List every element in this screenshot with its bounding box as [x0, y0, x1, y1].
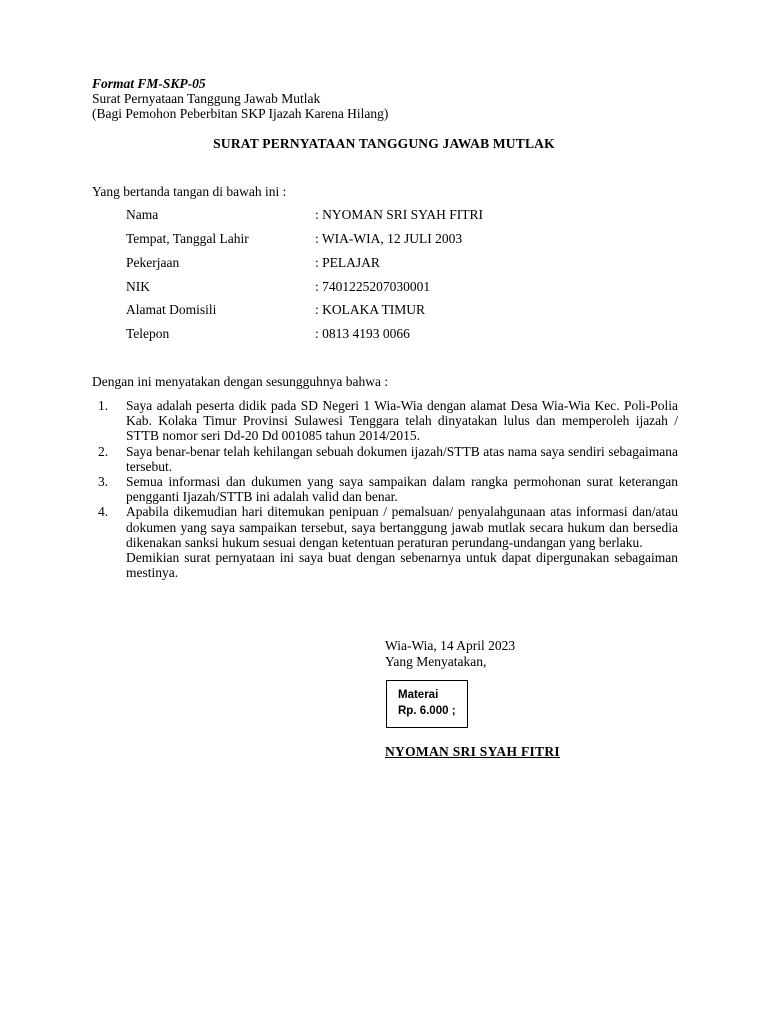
list-text: Apabila dikemudian hari ditemukan penipuan / pemalsuan/ penyalahgunaan atas informasi dan/atau dokumen yang saya sampaikan tersebut, saya bertanggung jawab mutlak secara hukum dan bersedia dikenakan sanksi hukum sesuai dengan ketentuan peraturan perundang-undangan yang berlaku.: [126, 504, 678, 550]
field-label: Pekerjaan: [126, 255, 180, 270]
statement-intro: Dengan ini menyatakan dengan sesungguhnya bahwa :: [92, 374, 389, 389]
materai-stamp-box: [386, 680, 468, 728]
signature-place-date: Wia-Wia, 14 April 2023: [385, 638, 516, 653]
list-item: [92, 504, 678, 550]
signature-role: Yang Menyatakan,: [385, 654, 487, 669]
document-title: SURAT PERNYATAAN TANGGUNG JAWAB MUTLAK: [213, 136, 555, 151]
signatory-name: NYOMAN SRI SYAH FITRI: [385, 744, 560, 759]
list-item: [92, 398, 678, 444]
field-value: : NYOMAN SRI SYAH FITRI: [315, 207, 484, 222]
list-text: Saya benar-benar telah kehilangan sebuah dokumen ijazah/STTB atas nama saya sendiri sebagaimana tersebut.: [126, 443, 678, 474]
list-text: Semua informasi dan dukumen yang saya sampaikan dalam rangka permohonan surat keterangan pengganti Ijazah/STTB ini adalah valid dan benar.: [126, 474, 678, 505]
list-number: 2.: [98, 443, 109, 459]
field-value: : 0813 4193 0066: [315, 326, 410, 341]
field-label: Telepon: [126, 326, 170, 341]
field-value: : KOLAKA TIMUR: [315, 302, 426, 317]
field-label: Nama: [126, 207, 159, 222]
list-item: [92, 474, 678, 504]
field-label: Tempat, Tanggal Lahir: [126, 231, 249, 246]
list-number: 3.: [98, 474, 109, 490]
header-subtitle: Surat Pernyataan Tanggung Jawab Mutlak: [92, 91, 321, 106]
intro-text: Yang bertanda tangan di bawah ini :: [92, 184, 287, 199]
header-note: (Bagi Pemohon Peberbitan SKP Ijazah Karena Hilang): [92, 106, 389, 121]
list-text: Saya adalah peserta didik pada SD Negeri 1 Wia-Wia dengan alamat Desa Wia-Wia Kec. Poli-Polia Kab. Kolaka Timur Provinsi Sulawesi Tenggara telah dinyatakan lulus dan memperoleh ijazah / STTB nomor seri Dd-20 Dd 001085 tahun 2014/2015.: [126, 398, 678, 444]
field-label: Alamat Domisili: [126, 302, 217, 317]
field-value: : WIA-WIA, 12 JULI 2003: [315, 231, 463, 246]
stamp-label: Materai: [398, 689, 439, 701]
closing-statement: Demikian surat pernyataan ini saya buat dengan sebenarnya untuk dapat dipergunakan sebagaiman mestinya.: [126, 550, 678, 581]
field-value: : PELAJAR: [315, 255, 380, 270]
statement-list: [92, 398, 678, 580]
list-item: [92, 444, 678, 474]
format-code: Format FM-SKP-05: [92, 76, 206, 91]
list-number: 1.: [98, 398, 109, 413]
field-label: NIK: [126, 279, 150, 294]
stamp-amount: Rp. 6.000 ;: [398, 705, 456, 717]
field-value: : 7401225207030001: [315, 279, 431, 294]
list-number: 4.: [98, 504, 109, 520]
